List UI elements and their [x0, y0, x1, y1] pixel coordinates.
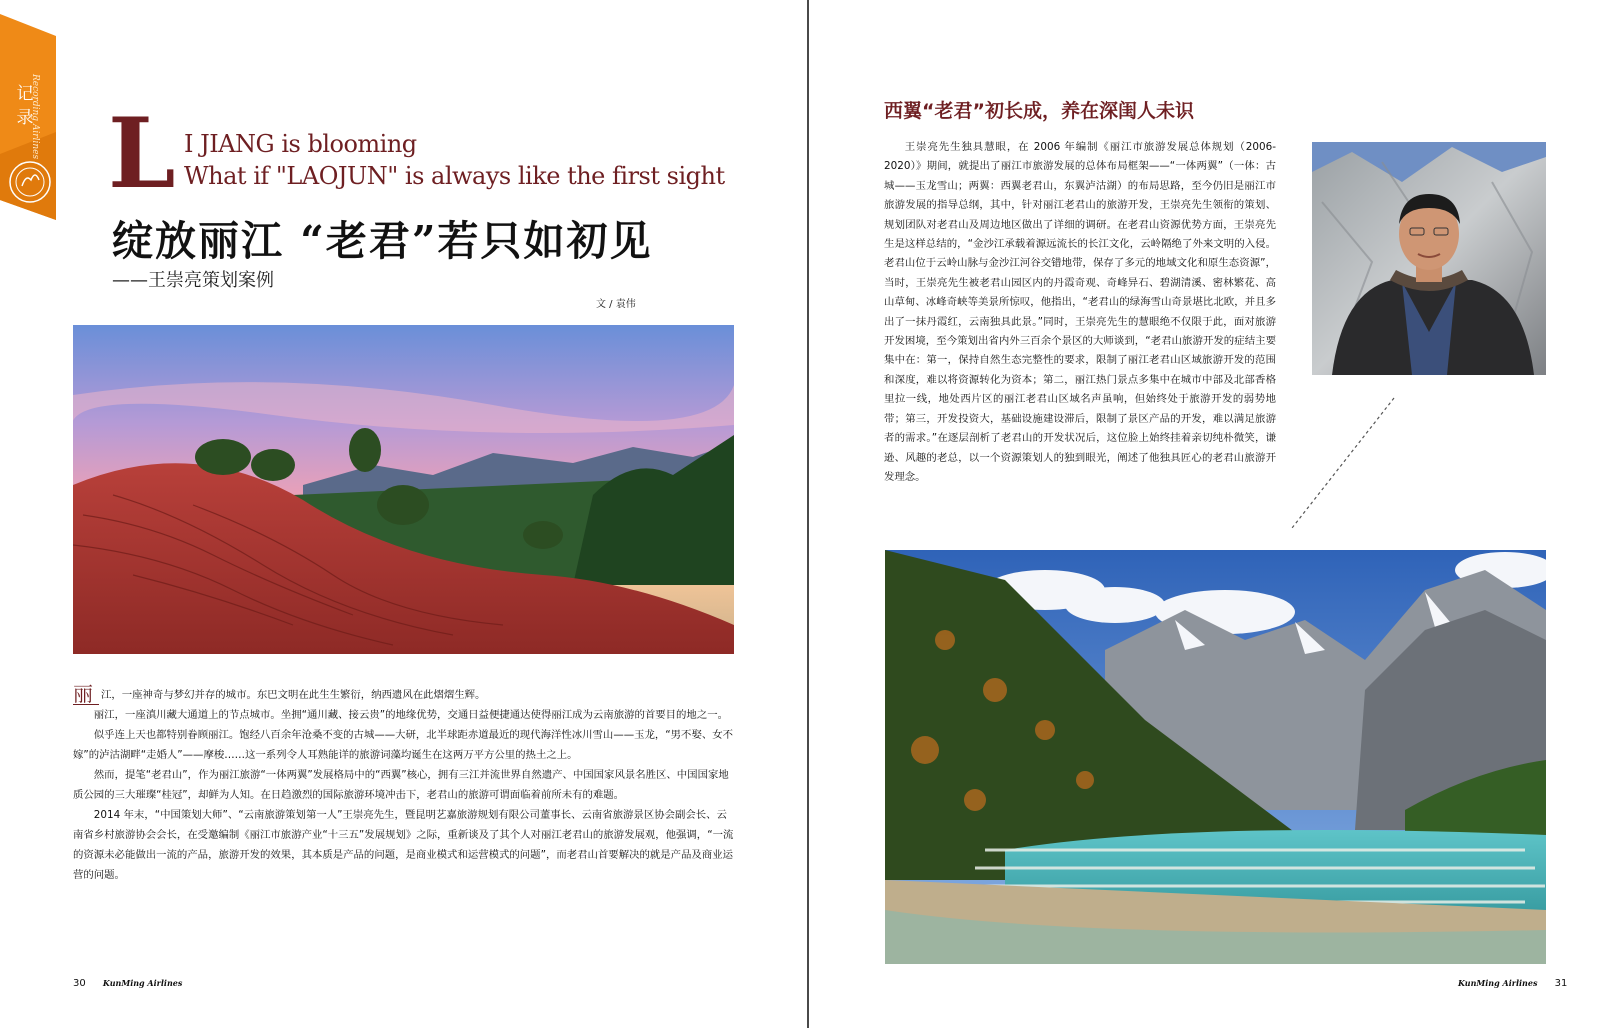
- left-paragraph-2: 丽江，一座滇川藏大通道上的节点城市。坐拥“通川藏、接云贵”的地缘优势，交通日益便捷通达使得丽江成为云南旅游的首要目的地之一。: [93, 709, 728, 721]
- author-byline: 文 / 袁伟: [596, 299, 636, 310]
- article-subtitle: ——王崇亮策划案例: [112, 270, 274, 291]
- tab-char-2: 录: [16, 108, 34, 128]
- right-folio: [1458, 978, 1567, 989]
- red-rock-landscape-photo: [73, 325, 734, 654]
- english-drop-letter: L: [108, 97, 176, 210]
- left-page-number: 30: [73, 978, 86, 989]
- english-title-line-2: What if "LAOJUN" is always like the first sight: [184, 162, 725, 190]
- left-paragraph-3: 似乎连上天也都特别眷顾丽江。饱经八百余年沧桑不变的古城——大研，北半球距赤道最近的现代海洋性冰川雪山——玉龙，“男不娶、女不嫁”的泸沽湖畔“走婚人”——摩梭……这一系列令人耳熟能详的旅游词藻均诞生在这两万平方公里的热土之上。: [73, 729, 734, 761]
- snow-mountain-valley-photo: [885, 550, 1546, 964]
- section-tab-script: Recording Airlines: [30, 74, 40, 160]
- decorative-dashed-line: [1288, 396, 1398, 530]
- left-body-text: [73, 682, 734, 885]
- page-gutter: [807, 0, 809, 1028]
- left-magazine-name: KunMing Airlines: [102, 978, 183, 988]
- right-page-number: 31: [1554, 978, 1568, 989]
- left-paragraph-5: 2014 年末，“中国策划大师”、“云南旅游策划第一人”王崇亮先生，暨昆明艺嘉旅游规划有限公司董事长、云南省旅游景区协会副会长、云南省乡村旅游协会会长，在受邀编制《丽江市旅游产业“十三五”发展规划》之际，重新谈及了其个人对丽江老君山的旅游发展观，他强调，“一流的资源未必能做出一流的产品，旅游开发的效果，其本质是产品的问题，是商业模式和运营模式的问题”，而老君山首要解决的就是产品及商业运营的问题。: [73, 809, 734, 881]
- tab-char-1: 记: [16, 84, 34, 104]
- article-title: 绽放丽江 “老君”若只如初见: [112, 217, 653, 265]
- english-title-line-1: I JIANG is blooming: [184, 130, 417, 158]
- left-paragraph-4: 然而，提笔“老君山”，作为丽江旅游“一体两翼”发展格局中的“西翼”核心，拥有三江并流世界自然遗产、中国国家风景名胜区、中国国家地质公园的三大璀璨“桂冠”，却鲜为人知。在日趋激烈的国际旅游环境冲击下，老君山的旅游可谓面临着前所未有的难题。: [73, 769, 729, 801]
- portrait-photo: [1312, 142, 1546, 375]
- left-folio: [73, 978, 182, 989]
- right-body-text: 王崇亮先生独具慧眼，在 2006 年编制《丽江市旅游发展总体规划（2006-2020）》期间，就提出了丽江市旅游发展的总体布局框架——“一体两翼”（一体：古城——玉龙雪山；两翼：西翼老君山，东翼泸沽湖）的布局思路，至今仍旧是丽江市旅游发展的指导总纲，其中，针对丽江老君山的旅游开发，王崇亮先生领衔的策划、规划团队对老君山及周边地区做出了详细的调研。在老君山资源优势方面，王崇亮先生是这样总结的，“金沙江承载着源远流长的长江文化，云岭隔绝了外来文明的入侵。老君山位于云岭山脉与金沙江河谷交错地带，保存了多元的地域文化和原生态资源”，当时，王崇亮先生被老君山园区内的丹霞奇观、奇峰异石、碧湖清溪、密林繁花、高山草甸、冰峰奇峡等美景所惊叹，他指出，“老君山的绿海雪山奇景堪比北欧，并且多出了一抹丹霞红，云南独具此景。”同时，王崇亮先生的慧眼绝不仅限于此，面对旅游开发困境，至今策划出省内外三百余个景区的大师谈到，“老君山旅游开发的症结主要集中在：第一，保持自然生态完整性的要求，限制了丽江老君山区域旅游开发的范围和深度，难以将资源转化为资本；第二，丽江热门景点多集中在城市中部及北部香格里拉一线，地处西片区的丽江老君山区域名声虽响，但始终处于旅游开发的弱势地带；第三，开发投资大，基础设施建设滞后，限制了景区产品的开发，难以满足旅游者的需求。”在逐层剖析了老君山的开发状况后，这位脸上始终挂着亲切纯朴微笑，谦逊、风趣的老总，以一个资源策划人的独到眼光，阐述了他独具匠心的老君山旅游开发理念。: [884, 141, 1276, 483]
- left-paragraph-1-text: 江，一座神奇与梦幻并存的城市。东巴文明在此生生繁衍，纳西遗风在此熠熠生辉。: [101, 689, 486, 701]
- right-magazine-name: KunMing Airlines: [1458, 978, 1538, 988]
- left-paragraph-1: [73, 682, 734, 706]
- section-tab: [0, 14, 56, 224]
- section-heading: 西翼“老君”初长成，养在深闺人未识: [884, 100, 1194, 122]
- body-dropcap: 丽: [73, 683, 99, 705]
